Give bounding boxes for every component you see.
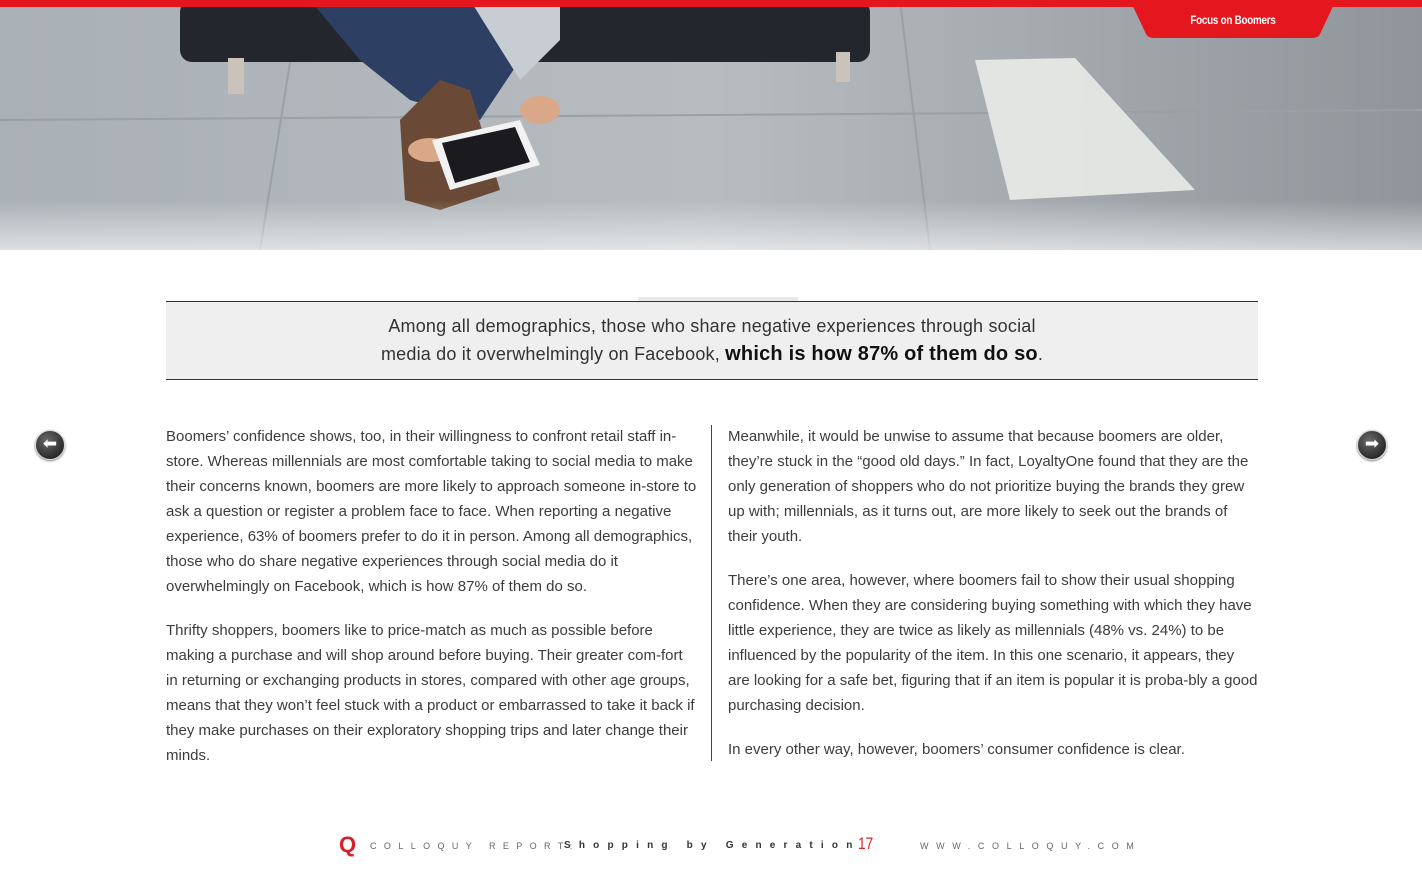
paragraph: Boomers’ confidence shows, too, in their willingness to confront retail staff in-store. Whereas millennials are most comfortable taking to social media to make their concerns known, boomers are more likely to approach someone in-store to ask a question or register a problem face to face. When reporting a negative experience, 63% of boomers prefer to do it in person. Among all demographics, those who do share negative experiences through social media do it overwhelmingly on Facebook, which is how 87% of them do so. xyxy=(166,428,697,595)
pull-quote-notch xyxy=(638,297,798,301)
pull-quote-end: . xyxy=(1037,344,1044,364)
paragraph: In every other way, however, boomers’ consumer confidence is clear. xyxy=(728,741,1185,758)
section-tab xyxy=(1130,0,1336,40)
paragraph: Thrifty shoppers, boomers like to price-match as much as possible before making a purchase and will shop around before buying. Their greater com-fort in returning or exchanging products in stores, compared with other age groups, means that they won’t feel stuck with a product or embarrassed to take it back if they make purchases on their exploratory shopping trips and later change their minds. xyxy=(166,622,695,764)
pull-quote xyxy=(166,301,1258,380)
section-tab-label: Focus on Boomers xyxy=(1190,13,1276,27)
next-page-button[interactable] xyxy=(1357,430,1387,460)
paragraph: There’s one area, however, where boomers fail to show their usual shopping confidence. When they are considering buying something with which they have little experience, they are twice as likely as millennials (48% vs. 24%) to be influenced by the popularity of the item. In this one scenario, it appears, they are looking for a safe bet, figuring that if an item is popular it is proba-bly a good purchasing decision. xyxy=(728,572,1258,714)
right-column xyxy=(728,424,1258,781)
paragraph: Meanwhile, it would be unwise to assume that because boomers are older, they’re stuck in the “good old days.” In fact, LoyaltyOne found that they are the only generation of shoppers who do not prioritize buying the brands they grew up with; millennials, as it turns out, are more likely to seek out the brands of their youth. xyxy=(728,428,1249,545)
pull-quote-line-1: Among all demographics, those who share negative experiences through social xyxy=(388,316,1036,336)
page-footer xyxy=(0,834,1422,858)
previous-page-button[interactable] xyxy=(35,430,65,460)
pull-quote-line-2 xyxy=(166,343,1258,366)
pull-quote-bold: which is how 87% of them do so xyxy=(725,343,1038,365)
footer-report-title: Shopping by Generation xyxy=(564,840,861,851)
colloquy-logo: Q xyxy=(339,832,357,857)
pull-quote-regular: media do it overwhelmingly on Facebook, xyxy=(380,344,726,364)
arrow-left-icon: ⬅ xyxy=(42,434,58,454)
website-link[interactable]: WWW.COLLOQUY.COM xyxy=(920,841,1142,851)
arrow-right-icon: ➡ xyxy=(1364,434,1380,454)
column-divider xyxy=(711,425,712,761)
footer-report-label: COLLOQUY REPORT: xyxy=(370,841,580,851)
page-number: 17 xyxy=(858,834,874,853)
left-column xyxy=(166,424,698,787)
